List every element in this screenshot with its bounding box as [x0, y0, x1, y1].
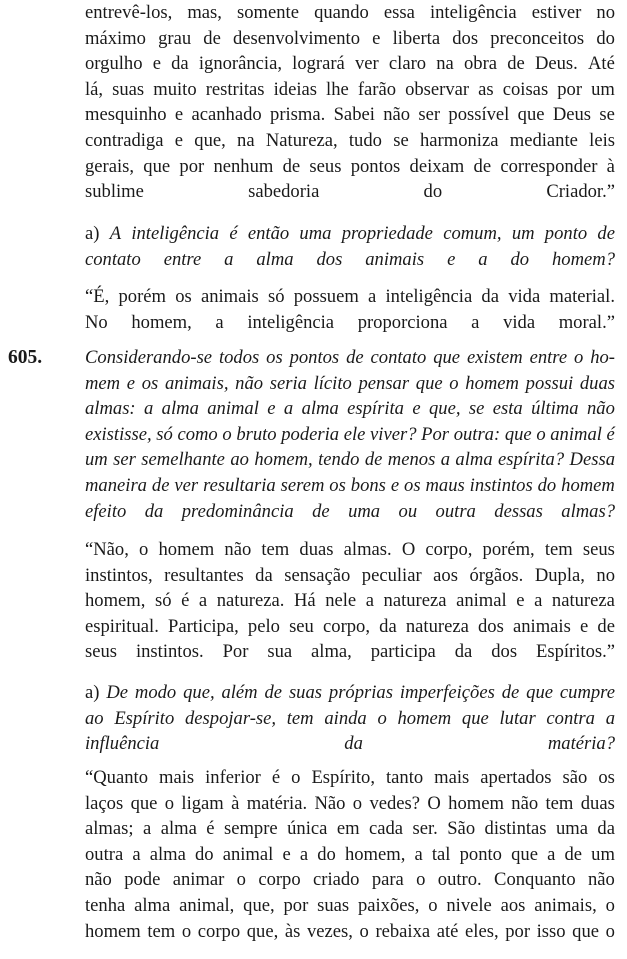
- text-line: contato entre a alma dos animais e a do homem?: [85, 248, 615, 270]
- text-line: Considerando-se todos os pontos de contato que existem entre o ho-: [85, 347, 615, 368]
- text-line: máximo grau de desenvolvimento e liberta dos preconceitos do: [85, 27, 615, 49]
- text-line: contradiga e que, na Natureza, tudo se harmoniza mediante leis: [85, 129, 615, 151]
- text-line: homem tem o corpo que, às vezes, o rebaixa até eles, por isso que o: [85, 920, 615, 942]
- question-a2: [85, 680, 615, 757]
- text-line: espiritual. Participa, pelo seu corpo, da natureza dos animais e de: [85, 615, 615, 637]
- text-line: não pode animar o corpo criado para o outro. Conquanto não: [85, 869, 615, 891]
- text-line: maneira de ver resultaria serem os bons e os maus instintos do homem: [85, 474, 615, 496]
- question-number-605: 605.: [8, 347, 43, 368]
- text-line: gerais, que por nenhum de seus pontos deixam de corresponder à: [85, 155, 615, 177]
- text-line: “Quanto mais inferior é o Espírito, tanto mais apertados são os: [85, 767, 615, 788]
- text-line: almas; a alma é sempre única em cada ser. São distintas uma da: [85, 818, 615, 840]
- text-line: a) De modo que, além de suas próprias imperfeições de que cumpre: [85, 680, 615, 706]
- question-605: [85, 345, 615, 524]
- question-label: a): [85, 223, 100, 244]
- question-label: a): [85, 682, 100, 703]
- text-line: mem e os animais, não seria lícito pensar que o homem possui duas: [85, 372, 615, 394]
- text-line: ao Espírito despojar-se, tem ainda o homem que lutar contra a: [85, 707, 615, 729]
- question-a1: [85, 221, 615, 272]
- text-line: um ser semelhante ao homem, tendo de menos a alma espírita? Dessa: [85, 449, 615, 471]
- text-line: instintos, resultantes da sensação peculiar aos órgãos. Dupla, no: [85, 564, 615, 586]
- text-line: influência da matéria?: [85, 733, 615, 755]
- answer-605: [85, 537, 615, 665]
- text-line: existisse, só como o bruto poderia ele viver? Por outra: que o animal é: [85, 423, 615, 445]
- text-line: lá, suas muito restritas ideias lhe farão observar as coisas por um: [85, 78, 615, 100]
- text-line: “É, porém os animais só possuem a inteligência da vida material.: [85, 286, 615, 307]
- text-line: a) A inteligência é então uma propriedade comum, um ponto de: [85, 221, 615, 247]
- text-line: sublime sabedoria do Criador.”: [85, 181, 615, 203]
- text-line: outra a alma do animal e a do homem, a tal ponto que a de um: [85, 843, 615, 865]
- text-line: entrevê-los, mas, somente quando essa inteligência estiver no: [85, 2, 615, 23]
- text-line: efeito da predominância de uma ou outra dessas almas?: [85, 500, 615, 522]
- text-line: seus instintos. Por sua alma, participa da dos Espíritos.”: [85, 641, 615, 663]
- text-line: tenha alma animal, que, por suas paixões, o nivele aos animais, o: [85, 894, 615, 916]
- answer-a2: [85, 765, 615, 944]
- answer-a1: [85, 284, 615, 335]
- text-line: mesquinho e acanhado prisma. Sabei não ser possível que Deus se: [85, 104, 615, 126]
- text-line: “Não, o homem não tem duas almas. O corpo, porém, tem seus: [85, 539, 615, 560]
- text-line: orgulho e da ignorância, logrará ver claro na obra de Deus. Até: [85, 53, 615, 75]
- intro-paragraph: [85, 0, 615, 205]
- text-line: laços que o ligam à matéria. Não o vedes? O homem não tem duas: [85, 792, 615, 814]
- text-line: homem, só é a natureza. Há nele a natureza animal e a natureza: [85, 590, 615, 612]
- text-line: No homem, a inteligência proporciona a vida moral.”: [85, 311, 615, 333]
- text-line: almas: a alma animal e a alma espírita e que, se esta última não: [85, 398, 615, 420]
